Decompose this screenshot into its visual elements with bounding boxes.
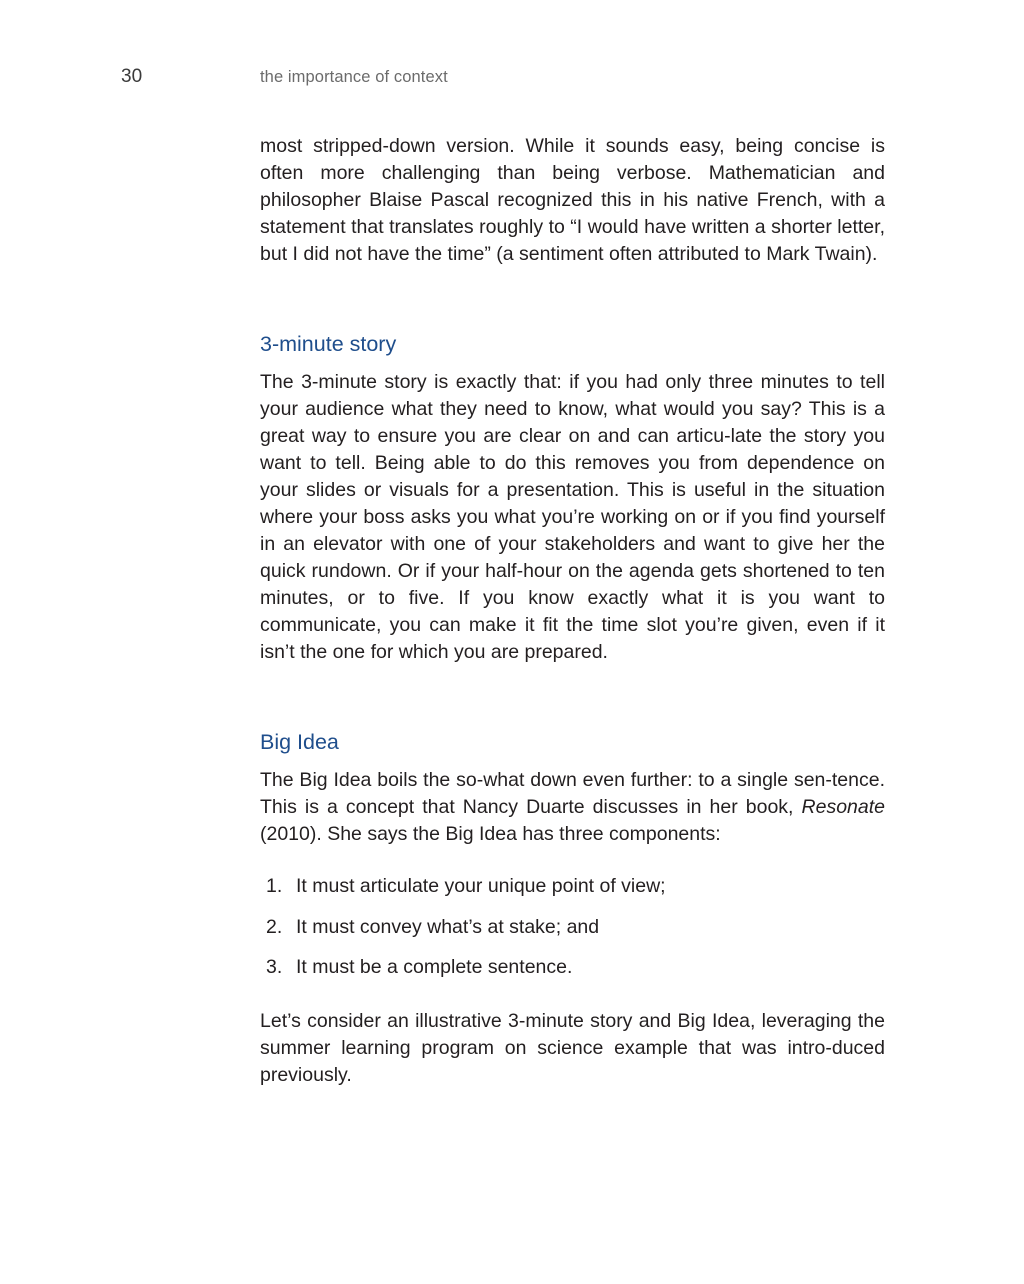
book-title: Resonate	[801, 796, 885, 818]
three-minute-story-paragraph: The 3-minute story is exactly that: if you had only three minutes to tell your audience what they need to know, what would you say? This is a great way to ensure you are clear on and can articu-late the story you want to tell. Being able to do this removes you from dependence on your slides or visuals for a presentation. This is useful in the situation where your boss asks you what you’re working on or if you find yourself in an elevator with one of your stakeholders and want to give her the quick rundown. Or if your half-hour on the agenda gets shortened to ten minutes, or to five. If you know exactly what it is you want to communicate, you can make it fit the time slot you’re given, even if it isn’t the one for which you are prepared.	[260, 371, 885, 663]
section-heading-3-minute-story: 3-minute story	[260, 332, 397, 356]
list-item-number: 2.	[266, 915, 283, 938]
intro-paragraph: most stripped-down version. While it sounds easy, being concise is often more challenging than being verbose. Mathematician and philosopher Blaise Pascal recognized this in his native French, with a statement that translates roughly to “I would have written a shorter letter, but I did not have the time” (a sentiment often attributed to Mark Twain).	[260, 135, 885, 265]
list-item	[260, 954, 885, 981]
list-item-text: It must convey what’s at stake; and	[296, 915, 600, 938]
section-heading-big-idea: Big Idea	[260, 730, 339, 754]
list-item-number: 3.	[266, 956, 283, 978]
big-idea-paragraph	[260, 767, 885, 848]
list-item-text: It must articulate your unique point of view;	[296, 875, 666, 897]
big-idea-components-list	[260, 873, 885, 981]
big-idea-paragraph-part2: (2010). She says the Big Idea has three components:	[260, 823, 721, 845]
closing-paragraph: Let’s consider an illustrative 3-minute story and Big Idea, leveraging the summer learning program on science example that was intro-duced previously.	[260, 1010, 885, 1086]
page-number: 30	[121, 66, 143, 87]
big-idea-paragraph-part1: The Big Idea boils the so-what down even further: to a single sen-tence. This is a concept that Nancy Duarte discusses in her book,	[260, 769, 885, 818]
list-item-number: 1.	[266, 875, 283, 897]
running-head: the importance of context	[260, 68, 448, 86]
list-item	[260, 873, 885, 900]
list-item	[260, 914, 885, 941]
list-item-text: It must be a complete sentence.	[296, 956, 573, 978]
text-column	[260, 133, 885, 1089]
